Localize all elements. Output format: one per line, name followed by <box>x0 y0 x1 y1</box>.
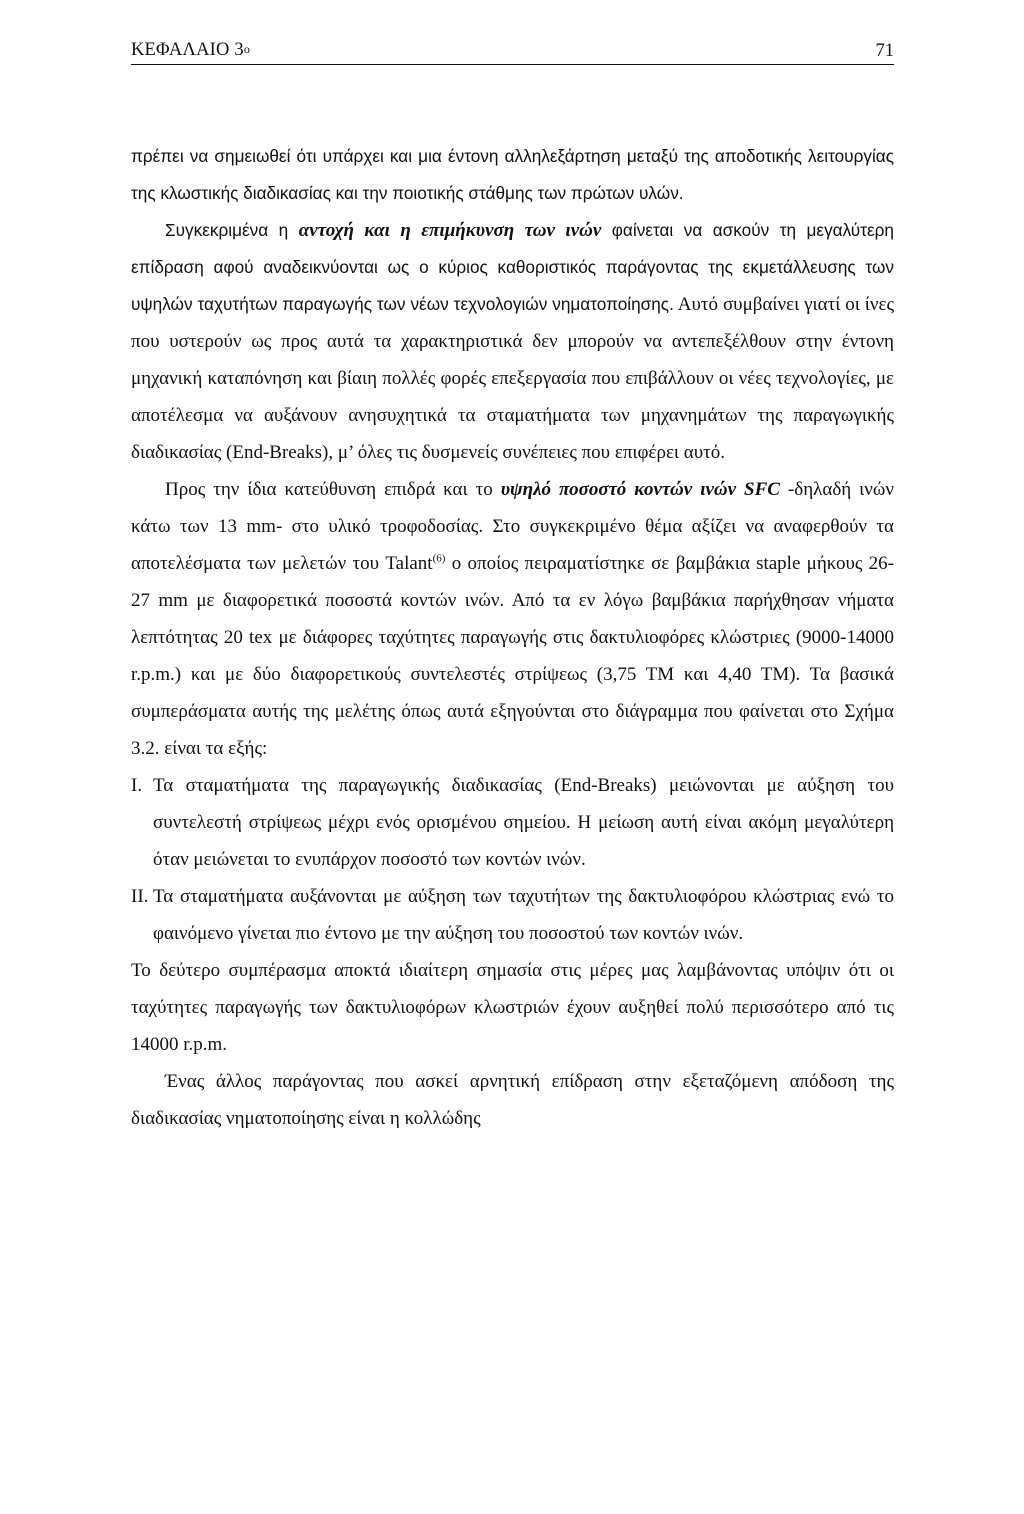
chapter-title: ΚΕΦΑΛΑΙΟ $3^o$ <box>131 40 251 60</box>
paragraph-5: Ένας άλλος παράγοντας που ασκεί αρνητική επίδραση στην εξεταζόμενη απόδοση της διαδικασίας νηματοποίησης είναι η κολλώδης <box>131 1071 894 1129</box>
list-item <box>131 878 894 952</box>
page-number: 71 <box>875 41 894 61</box>
chapter-ordinal: ο <box>243 42 251 56</box>
paragraph-1: πρέπει να σημειωθεί ότι υπάρχει και μια έντονη αλληλεξάρτηση μεταξύ της αποδοτικής λειτουργίας της κλωστικής διαδικασίας και την ποιοτικής στάθμης των πρώτων υλών. <box>131 146 894 203</box>
page <box>131 38 894 1137</box>
body-text <box>131 138 894 1137</box>
list-item-text: Τα σταματήματα της παραγωγικής διαδικασίας (End-Breaks) μειώνονται με αύξηση του συντελεστή στρίψεως μέχρι ενός ορισμένου σημείου. Η μείωση αυτή είναι ακόμη μεγαλύτερη όταν μειώνεται το ενυπάρχον ποσοστό των κοντών ινών. <box>153 775 894 870</box>
list-item-number: ΙΙ. <box>131 886 149 907</box>
running-header <box>131 38 894 65</box>
list-item-number: Ι. <box>131 775 143 796</box>
paragraph-3: Προς την ίδια κατεύθυνση επιδρά και το υψηλό ποσοστό κοντών ινών SFC -δηλαδή ινών κάτω των 13 mm- στο υλικό τροφοδοσίας. Στο συγκεκριμένο θέμα αξίζει να αναφερθούν τα αποτελέσματα των μελετών του Talant$^{(6)}$ ο οποίος πειραματίστηκε σε βαμβάκια staple μήκους 26-27 mm με διαφορετικά ποσοστά κοντών ινών. Από τα εν λόγω βαμβάκια παρήχθησαν νήματα λεπτότητας 20 tex με διάφορες ταχύτητες παραγωγής στις δακτυλιοφόρες κλώστριες (9000-14000 r.p.m.) και με δύο διαφορετικούς συντελεστές στρίψεως (3,75 ΤΜ και 4,40 ΤΜ). Τα βασικά συμπεράσματα αυτής της μελέτης όπως αυτά εξηγούνται στο διάγραμμα που φαίνεται στο Σχήμα 3.2. είναι τα εξής: <box>131 479 895 759</box>
paragraph-4: Το δεύτερο συμπέρασμα αποκτά ιδιαίτερη σημασία στις μέρες μας λαμβάνοντας υπόψιν ότι οι ταχύτητες παραγωγής των δακτυλιοφόρων κλωστριών έχουν αυξηθεί πολύ περισσότερο από τις 14000 r.p.m. <box>131 960 894 1055</box>
list-item-text: Τα σταματήματα αυξάνονται με αύξηση των ταχυτήτων της δακτυλιοφόρου κλώστριας ενώ το φαινόμενο γίνεται πιο έντονο με την αύξηση του ποσοστού των κοντών ινών. <box>153 886 894 944</box>
citation-ref: (6) <box>432 552 446 565</box>
emphasis-short-fibre-content: υψηλό ποσοστό κοντών ινών SFC <box>500 479 780 500</box>
list-item <box>131 767 894 878</box>
emphasis-strength-elongation: αντοχή και η επιμήκυνση των ινών <box>298 220 602 241</box>
paragraph-2: Συγκεκριμένα η αντοχή και η επιμήκυνση των ινών φαίνεται να ασκούν τη μεγαλύτερη επίδραση αφού αναδεικνύονται ως ο κύριος καθοριστικός παράγοντας της εκμετάλλευσης των υψηλών ταχυτήτων παραγωγής των νέων τεχνολογιών νηματοποίησης. Αυτό συμβαίνει γιατί οι ίνες που υστερούν ως προς αυτά τα χαρακτηριστικά δεν μπορούν να αντεπεξέλθουν στην έντονη μηχανική καταπόνηση και βίαιη πολλές φορές επεξεργασία που επιβάλλουν οι νέες τεχνολογίες, με αποτέλεσμα να αυξάνουν ανησυχητικά τα σταματήματα των μηχανημάτων της παραγωγικής διαδικασίας (End-Breaks), μ’ όλες τις δυσμενείς συνέπειες που επιφέρει αυτό. <box>131 220 894 463</box>
